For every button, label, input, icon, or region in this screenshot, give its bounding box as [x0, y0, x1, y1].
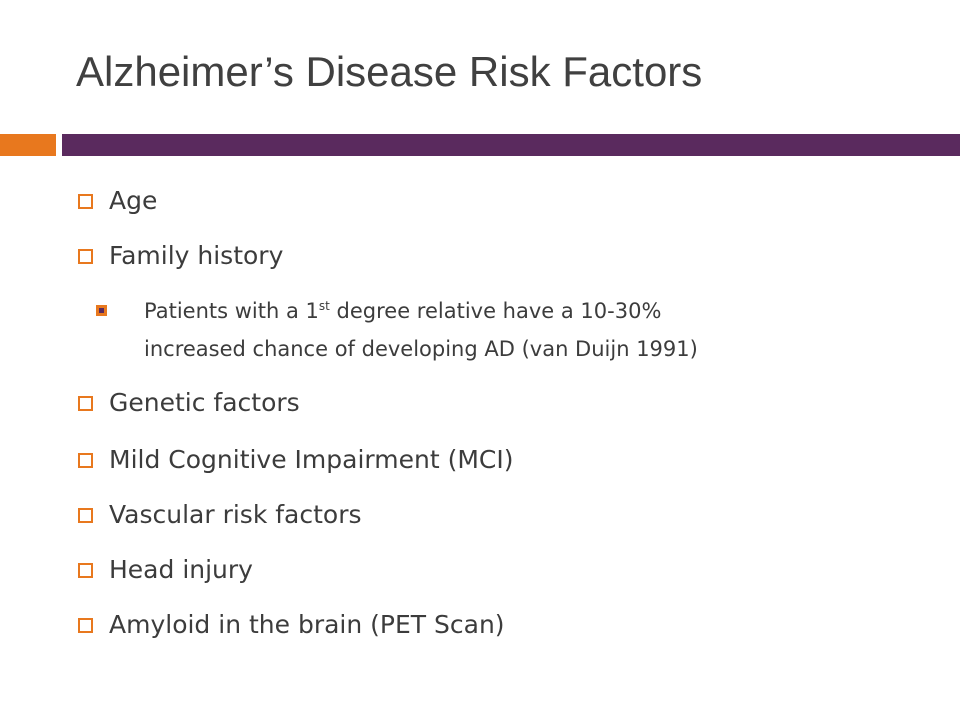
bullet-text: Family history	[109, 241, 284, 270]
bullet-text: Vascular risk factors	[109, 500, 362, 529]
bullet-text: Age	[109, 186, 158, 215]
filled-square-icon	[96, 305, 107, 316]
accent-bar-orange	[0, 134, 56, 156]
bullet-text: Head injury	[109, 555, 253, 584]
hollow-square-icon	[78, 194, 93, 209]
accent-bar-purple	[62, 134, 960, 156]
hollow-square-icon	[78, 508, 93, 523]
sub-bullet-line-2: increased chance of developing AD (van Duijn 1991)	[144, 337, 698, 361]
hollow-square-icon	[78, 396, 93, 411]
bullet-text: Amyloid in the brain (PET Scan)	[109, 610, 505, 639]
bullet-text: Genetic factors	[109, 388, 300, 417]
slide-title: Alzheimer’s Disease Risk Factors	[76, 48, 703, 95]
bullet-text: Mild Cognitive Impairment (MCI)	[109, 445, 514, 474]
hollow-square-icon	[78, 453, 93, 468]
hollow-square-icon	[78, 618, 93, 633]
hollow-square-icon	[78, 563, 93, 578]
hollow-square-icon	[78, 249, 93, 264]
sub-bullet-line-1: Patients with a 1st degree relative have a 10-30%	[144, 299, 662, 323]
